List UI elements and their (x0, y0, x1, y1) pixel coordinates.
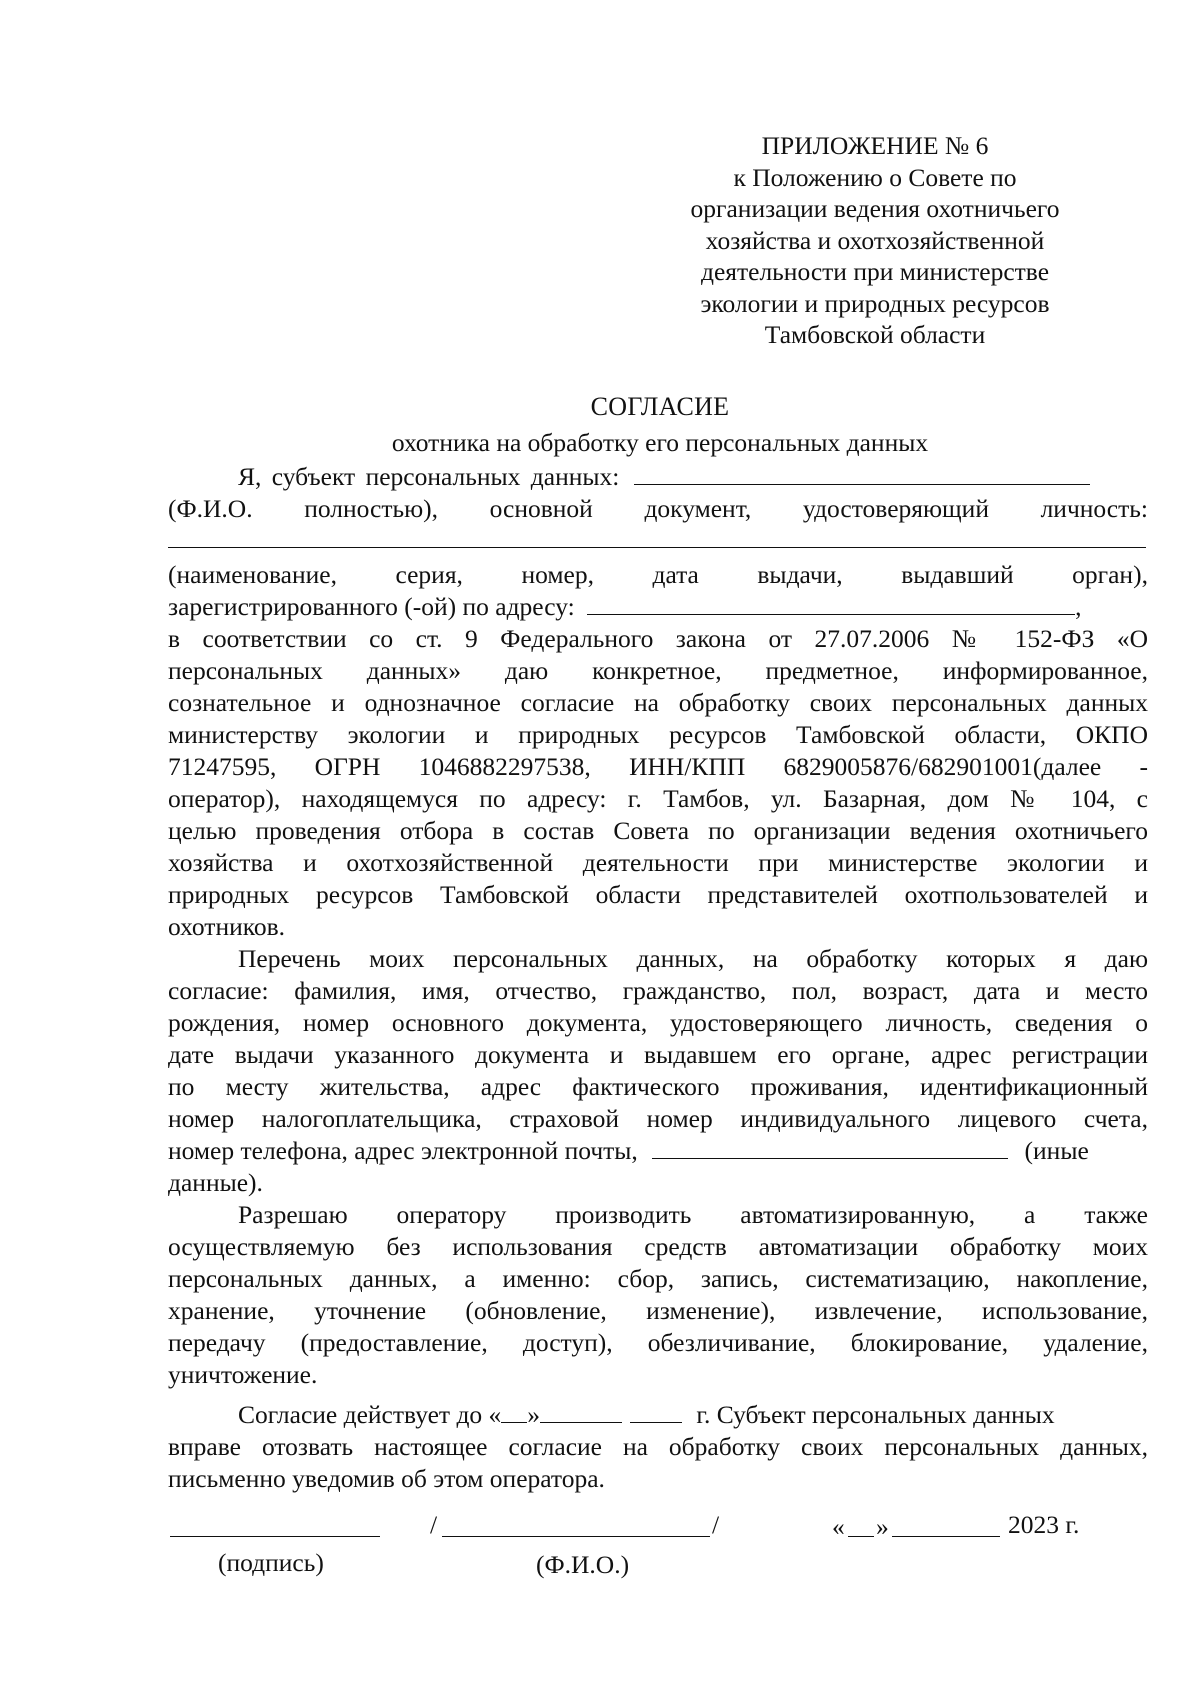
paragraph-line: уничтожение. (168, 1360, 318, 1389)
paragraph-line: по месту жительства, адрес фактического проживания, идентификационный (168, 1072, 1148, 1101)
document-title: СОГЛАСИЕ (590, 392, 730, 421)
appendix-line: к Положению о Совете по (733, 162, 1017, 192)
appendix-line: Тамбовской области (764, 320, 986, 349)
text: , (1075, 592, 1082, 621)
text: (Ф.И.О. (168, 494, 253, 523)
fio-field[interactable] (634, 462, 1090, 485)
paragraph-line: в соответствии со ст. 9 Федерального закона от 27.07.2006 № 152-ФЗ «О (168, 624, 1148, 653)
date-month-field[interactable] (892, 1536, 1000, 1537)
paragraph-line: 71247595, ОГРН 1046882297538, ИНН/КПП 6829005876/682901001(далее - (168, 752, 1148, 781)
text: дата (652, 560, 699, 589)
signature-field[interactable] (170, 1536, 380, 1537)
fio-caption: (Ф.И.О.) (536, 1550, 630, 1579)
paragraph-line: оператор), находящемуся по адресу: г. Тамбов, ул. Базарная, дом № 104, с (168, 784, 1148, 813)
other-data-field[interactable] (652, 1136, 1008, 1159)
paragraph-line: Перечень моих персональных данных, на обработку которых я даю (238, 944, 1148, 973)
text: документ, (644, 494, 752, 523)
paragraph-line: рождения, номер основного документа, удостоверяющего личность, сведения о (168, 1008, 1148, 1037)
subject-label: Я, субъект персональных данных: (238, 462, 620, 491)
text: орган), (1072, 560, 1148, 589)
signature-caption: (подпись) (218, 1548, 324, 1577)
paragraph-line: хозяйства и охотхозяйственной деятельности при министерстве экологии и (168, 848, 1148, 877)
document-subtitle: охотника на обработку его персональных данных (391, 428, 929, 457)
paragraph-line: сознательное и однозначное согласие на обработку своих персональных данных (168, 688, 1148, 717)
paragraph-line: данные). (168, 1168, 263, 1197)
paragraph-line: министерству экологии и природных ресурсов Тамбовской области, ОКПО (168, 720, 1148, 749)
address-line (168, 592, 1148, 622)
appendix-line: деятельности при министерстве (700, 257, 1050, 286)
paragraph-line: вправе отозвать настоящее согласие на обработку своих персональных данных, (168, 1432, 1148, 1461)
text: основной (489, 494, 593, 523)
paragraph-line: персональных данных» даю конкретное, предметное, информированное, (168, 656, 1148, 685)
paragraph-line: хранение, уточнение (обновление, изменение), извлечение, использование, (168, 1296, 1148, 1325)
slash: / (430, 1510, 438, 1539)
text: выдавший (901, 560, 1014, 589)
appendix-line: экологии и природных ресурсов (700, 288, 1050, 318)
phone-email-line (168, 1136, 1148, 1166)
text: » (527, 1400, 541, 1429)
subject-line (238, 462, 1148, 492)
text: полностью), (304, 494, 439, 523)
fio-signature-field[interactable] (442, 1536, 710, 1537)
text: номер телефона, адрес электронной почты, (168, 1136, 638, 1165)
text: (иные (1024, 1136, 1089, 1165)
text: номер, (521, 560, 594, 589)
quote: « (832, 1512, 845, 1541)
text: удостоверяющий (802, 494, 989, 523)
validity-line (238, 1400, 1148, 1430)
text: (наименование, (168, 560, 337, 589)
text: личность: (1040, 494, 1148, 523)
quote: » (876, 1512, 889, 1541)
paragraph-line: согласие: фамилия, имя, отчество, гражданство, пол, возраст, дата и место (168, 976, 1148, 1005)
paragraph-line: дате выдачи указанного документа и выдавшем его органе, адрес регистрации (168, 1040, 1148, 1069)
paragraph-line: письменно уведомив об этом оператора. (168, 1464, 605, 1493)
paragraph-line: осуществляемую без использования средств автоматизации обработку моих (168, 1232, 1148, 1261)
validity-month-field[interactable] (540, 1400, 622, 1423)
appendix-line: организации ведения охотничьего (690, 194, 1060, 223)
validity-year-field[interactable] (630, 1400, 682, 1423)
appendix-line: хозяйства и охотхозяйственной (705, 225, 1045, 255)
text: г. Субъект персональных данных (696, 1400, 1055, 1429)
document-details-line (168, 560, 1148, 590)
text: Согласие действует до « (238, 1400, 502, 1429)
text: выдачи, (757, 560, 843, 589)
appendix-header (640, 130, 1110, 351)
paragraph-line: номер налогоплательщика, страховой номер индивидуального лицевого счета, (168, 1104, 1148, 1133)
appendix-line: ПРИЛОЖЕНИЕ № 6 (761, 131, 989, 160)
date-year: 2023 г. (1008, 1510, 1080, 1539)
slash: / (712, 1510, 720, 1539)
paragraph-line: передачу (предоставление, доступ), обезличивание, блокирование, удаление, (168, 1328, 1148, 1357)
paragraph-line: целью проведения отбора в состав Совета по организации ведения охотничьего (168, 816, 1148, 845)
document-line (168, 494, 1148, 524)
paragraph-line: персональных данных, а именно: сбор, запись, систематизацию, накопление, (168, 1264, 1148, 1293)
validity-day-field[interactable] (501, 1400, 527, 1423)
paragraph-line: Разрешаю оператору производить автоматизированную, а также (238, 1200, 1148, 1229)
address-field[interactable] (587, 592, 1075, 615)
paragraph-line: охотников. (168, 912, 286, 941)
paragraph-line: природных ресурсов Тамбовской области представителей охотпользователей и (168, 880, 1148, 909)
document-field[interactable] (168, 547, 1146, 548)
address-label: зарегистрированного (-ой) по адресу: (168, 592, 575, 621)
text: серия, (395, 560, 463, 589)
date-day-field[interactable] (848, 1536, 874, 1537)
